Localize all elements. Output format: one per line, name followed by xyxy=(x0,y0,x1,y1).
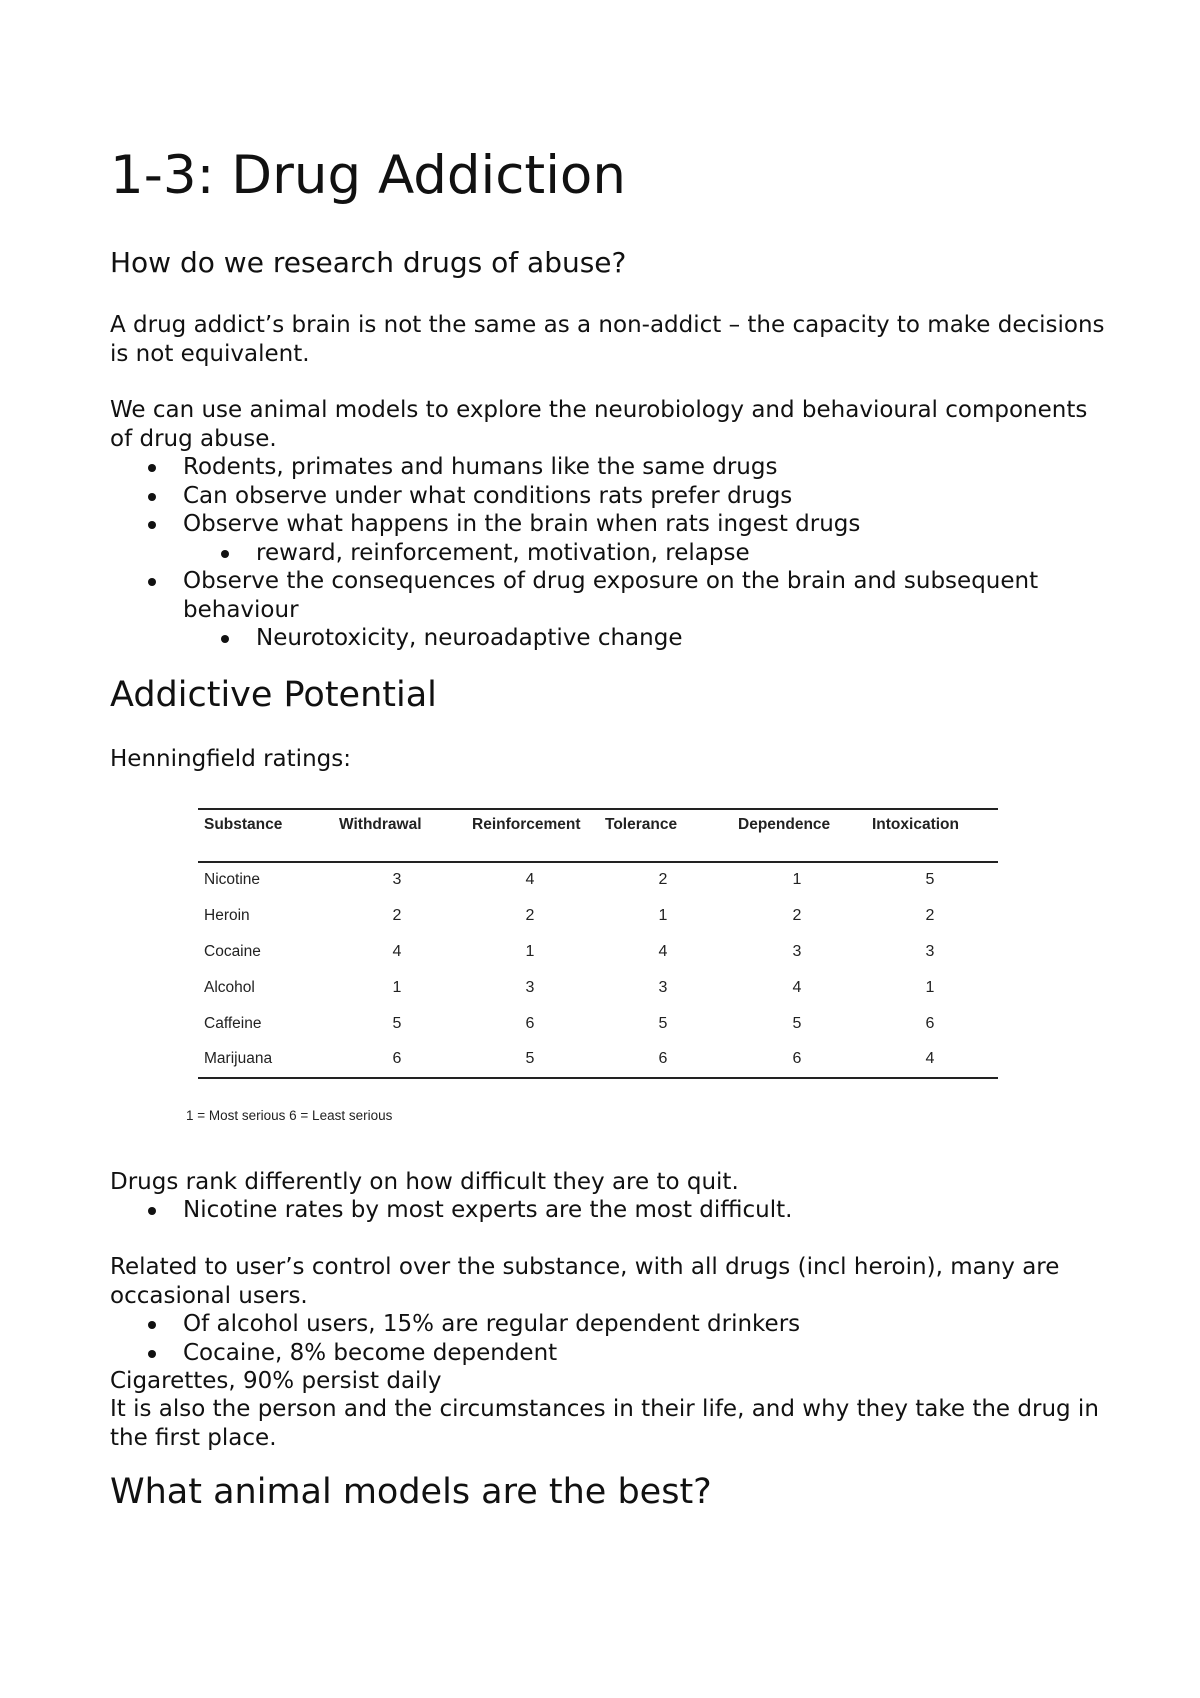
table-header-intoxication: Intoxication xyxy=(872,816,959,833)
table-header-dependence: Dependence xyxy=(738,816,831,833)
table-rule-header xyxy=(198,861,998,863)
table-row: Heroin 2 2 1 2 2 xyxy=(204,907,935,924)
sub-list-item: Neurotoxicity, neuroadaptive change xyxy=(183,624,1110,653)
control-bullet-list xyxy=(110,1310,1110,1367)
table-footnote: 1 = Most serious 6 = Least serious xyxy=(186,1108,393,1123)
sub-list-item: reward, reinforcement, motivation, relapse xyxy=(183,539,1110,568)
table-header-tolerance: Tolerance xyxy=(605,816,678,833)
list-item: Rodents, primates and humans like the same drugs xyxy=(110,453,1110,482)
section-heading-addictive-potential: Addictive Potential xyxy=(110,675,437,715)
table-header-withdrawal: Withdrawal xyxy=(339,816,422,833)
list-item: Of alcohol users, 15% are regular dependent drinkers xyxy=(110,1310,1110,1339)
paragraph-henningfield: Henningfield ratings: xyxy=(110,746,351,772)
table-header-substance: Substance xyxy=(204,816,283,833)
table-header-reinforcement: Reinforcement xyxy=(472,816,581,833)
paragraph-user-control: Related to user’s control over the substance, with all drugs (incl heroin), many are occasional users. xyxy=(110,1254,1060,1309)
paragraph-addict-brain: A drug addict’s brain is not the same as a non-addict – the capacity to make decisions is not equivalent. xyxy=(110,312,1105,367)
list-item: Nicotine rates by most experts are the most difficult. xyxy=(110,1196,1110,1225)
list-item: Observe the consequences of drug exposure on the brain and subsequent behaviour Neurotoxicity, neuroadaptive change xyxy=(110,567,1110,653)
table-row: Caffeine 5 6 5 5 6 xyxy=(204,1015,935,1032)
list-item: Cocaine, 8% become dependent xyxy=(110,1339,1110,1368)
table-rule-top xyxy=(198,808,998,810)
paragraph-animal-models: We can use animal models to explore the neurobiology and behavioural components of drug abuse. xyxy=(110,397,1088,452)
section-heading-animal-models: What animal models are the best? xyxy=(110,1472,712,1512)
table-row: Alcohol 1 3 3 4 1 xyxy=(204,979,935,996)
research-bullet-list xyxy=(110,453,1110,653)
table-rule-bottom xyxy=(198,1077,998,1079)
paragraph-cigarettes: Cigarettes, 90% persist daily xyxy=(110,1368,442,1394)
table-row: Cocaine 4 1 4 3 3 xyxy=(204,943,935,960)
paragraph-quit: Drugs rank differently on how difficult they are to quit. xyxy=(110,1169,739,1195)
list-item: Can observe under what conditions rats prefer drugs xyxy=(110,482,1110,511)
page-title: 1-3: Drug Addiction xyxy=(110,145,626,206)
section-heading-research: How do we research drugs of abuse? xyxy=(110,246,627,279)
list-item: Observe what happens in the brain when rats ingest drugs reward, reinforcement, motivation, relapse xyxy=(110,510,1110,567)
quit-bullet-list xyxy=(110,1196,1110,1225)
table-row: Nicotine 3 4 2 1 5 xyxy=(204,871,935,888)
paragraph-person: It is also the person and the circumstances in their life, and why they take the drug in the first place. xyxy=(110,1396,1099,1451)
table-row: Marijuana 6 5 6 6 4 xyxy=(204,1050,935,1067)
